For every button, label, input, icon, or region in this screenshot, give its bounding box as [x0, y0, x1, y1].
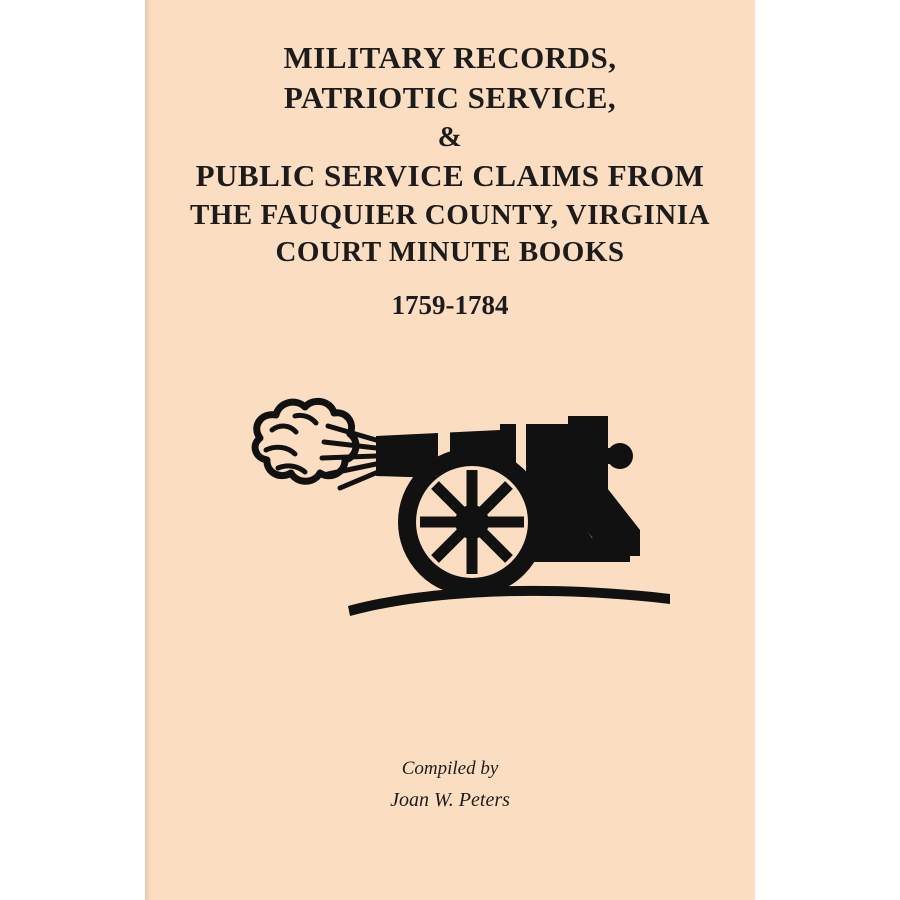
book-cover — [145, 0, 755, 900]
title-line-3: & — [437, 120, 463, 153]
title-line-1: MILITARY RECORDS, — [283, 40, 617, 75]
cannon-wheel — [400, 450, 544, 594]
cover-credit-block — [145, 755, 755, 816]
compiled-by-label: Compiled by — [401, 758, 499, 779]
ground-line — [348, 586, 670, 616]
title-date-range: 1759-1784 — [391, 289, 509, 320]
author-name: Joan W. Peters — [390, 788, 510, 811]
cover-title-block — [145, 38, 755, 323]
firing-cannon-illustration — [200, 380, 700, 640]
title-line-2: PATRIOTIC SERVICE, — [283, 80, 617, 116]
title-line-6: COURT MINUTE BOOKS — [275, 236, 625, 269]
title-line-4: PUBLIC SERVICE CLAIMS FROM — [195, 158, 705, 194]
title-line-5: THE FAUQUIER COUNTY, VIRGINIA — [190, 198, 710, 231]
